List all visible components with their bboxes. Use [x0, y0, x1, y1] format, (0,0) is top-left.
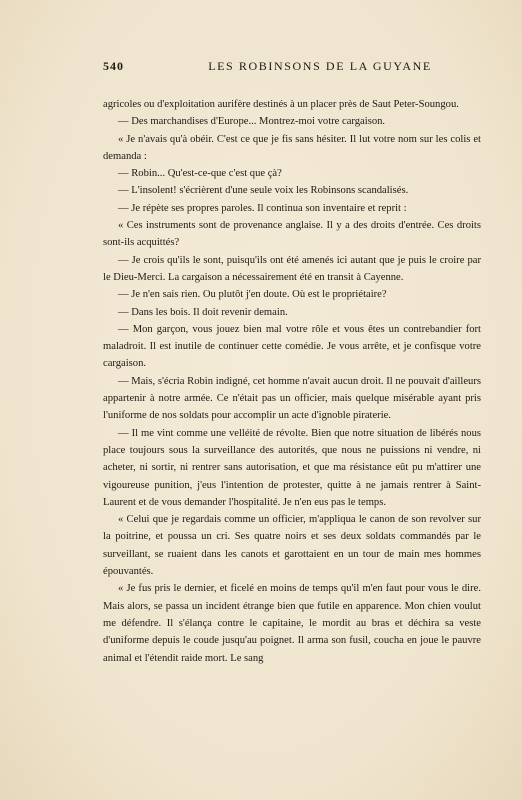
paragraph: « Ces instruments sont de provenance anglaise. Il y a des droits d'entrée. Ces droits sont-ils acquittés? [103, 220, 481, 249]
paragraph: « Je fus pris le dernier, et ficelé en moins de temps qu'il m'en faut pour vous le dire. Mais alors, se passa un incident étrange bien que futile en apparence. Mon chien voulut me défendre. Il s'élança contre le capitaine, le mordit au bras et déchira sa veste d'uniforme depuis le coude jusqu'au poignet. Il arma son fusil, coucha en joue le pauvre animal et l'étendit raide mort. Le sang [103, 583, 481, 664]
paragraph: — Je répète ses propres paroles. Il continua son inventaire et reprit : [118, 202, 407, 214]
paragraph: — Je crois qu'ils le sont, puisqu'ils ont été amenés ici autant que je puis le croire par le Dieu-Merci. La cargaison a nécessairement été en transit à Cayenne. [103, 254, 481, 283]
paragraph: — Robin... Qu'est-ce-que c'est que çà? [118, 168, 282, 180]
paragraph: — Des marchandises d'Europe... Montrez-moi votre cargaison. [118, 116, 386, 128]
paragraph: « Je n'avais qu'à obéir. C'est ce que je fis sans hésiter. Il lut votre nom sur les colis et demanda : [103, 133, 481, 162]
running-title: LES ROBINSONS DE LA GUYANE [208, 59, 432, 73]
paragraph: — Mais, s'écria Robin indigné, cet homme n'avait aucun droit. Il ne pouvait d'ailleurs appartenir à notre armée. Ce n'était pas un officier, mais quelque misérable ayant pris l'uniforme de nos soldats pour accomplir un acte d'ignoble piraterie. [103, 375, 481, 422]
paragraph: — L'insolent! s'écrièrent d'une seule voix les Robinsons scandalisés. [118, 185, 409, 197]
paragraph: — Dans les bois. Il doit revenir demain. [118, 306, 288, 318]
page-number: 540 [103, 59, 124, 73]
body-text [103, 96, 481, 776]
paragraph: — Mon garçon, vous jouez bien mal votre rôle et vous êtes un contrebandier fort maladroit. Il est inutile de continuer cette comédie. Je vous arrête, et je confisque votre cargaison. [103, 323, 481, 370]
page-header [103, 59, 481, 77]
paragraph: — Il me vint comme une velléité de révolte. Bien que notre situation de libérés nous place toujours sous la surveillance des autorités, que nous ne puissions ni vendre, ni acheter, ni sortir, ni rentrer sans autorisation, et que ma résistance eût pu m'attirer une vigoureuse punition, j'eus l'intention de protester, quitte à ne jamais rentrer à Saint-Laurent et de vous demander l'hospitalité. Je n'en eus pas le temps. [103, 427, 481, 508]
paragraph: « Celui que je regardais comme un officier, m'appliqua le canon de son revolver sur la poitrine, et poussa un cri. Ses quatre noirs et ses deux soldats commandés par le surveillant, se ruaient dans les canots et garottaient en un tour de main mes hommes épouvantés. [103, 514, 481, 578]
paragraph: agricoles ou d'exploitation aurifère destinés à un placer près de Saut Peter-Soungou. [103, 99, 459, 110]
paragraph: — Je n'en sais rien. Ou plutôt j'en doute. Où est le propriétaire? [118, 289, 387, 301]
